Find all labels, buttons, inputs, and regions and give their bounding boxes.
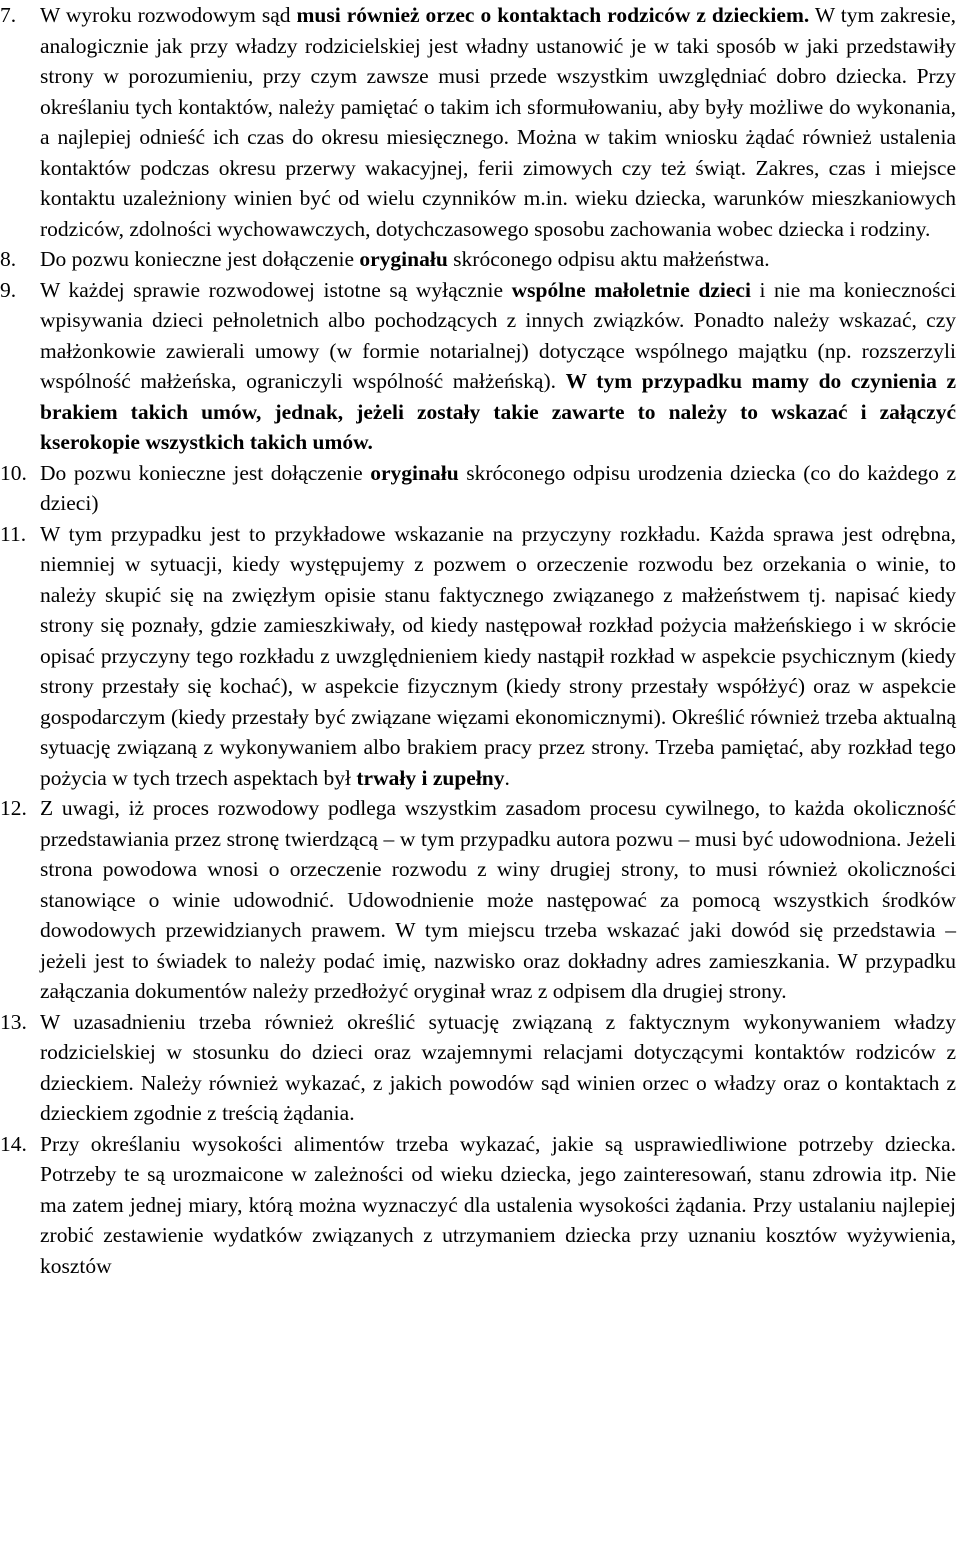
bold-text-segment: wspólne małoletnie dzieci [511, 277, 751, 302]
item-text [40, 519, 956, 794]
text-segment: W każdej sprawie rozwodowej istotne są wyłącznie [40, 277, 512, 302]
bold-text-segment: oryginału [359, 247, 448, 271]
item-number: 13. [0, 1009, 27, 1034]
item-number: 9. [0, 277, 17, 302]
text-segment: skróconego odpisu aktu małżeństwa. [447, 247, 770, 271]
bold-text-segment: trwały i zupełny [356, 765, 505, 790]
list-item-13 [0, 1007, 956, 1129]
list-item-9 [0, 275, 956, 458]
item-text [40, 275, 956, 458]
text-segment: Do pozwu konieczne jest dołączenie [40, 460, 371, 485]
item-number: 12. [0, 796, 27, 820]
text-segment: W wyroku rozwodowym sąd [40, 3, 297, 27]
bold-text-segment: oryginału [370, 460, 459, 485]
bold-text-segment: W tym przypadku mamy do czynienia z brakiem takich umów, jednak, jeżeli zostały takie zawarte to należy to wskazać i załączyć kserokopie wszystkich takich umów. [40, 369, 956, 454]
text-segment: Do pozwu konieczne jest dołączenie [40, 247, 360, 271]
item-text [40, 458, 956, 519]
text-segment: i nie ma konieczności wpisywania dzieci pełnoletnich albo pochodzących z innych związków. Ponadto należy wskazać, czy małżonkowie zawierali umowy (w formie notarialnej) dotyczące wspólnego majątku (np. rozszerzyli wspólność małżeńska, ograniczyli wspólność małżeńską). [40, 277, 956, 393]
item-number: 14. [0, 1131, 27, 1156]
item-number: 11. [0, 521, 27, 546]
list-item-10 [0, 458, 956, 519]
list-item-7 [0, 0, 956, 244]
text-segment: W tym przypadku jest to przykładowe wskazanie na przyczyny rozkładu. Każda sprawa jest odrębna, niemniej w sytuacji, kiedy występujemy z pozwem o orzeczenie rozwodu bez orzekania o winie, to należy skupić się na zwięzłym opisie stanu faktycznego związanego z małżeństwem tj. napisać kiedy strony się poznały, gdzie zamieszkiwały, od kiedy następował rozkład pożycia małżeńskiego i w skrócie opisać przyczyny tego rozkładu z uwzględnieniem kiedy nastąpił rozkład w aspekcie psychicznym (kiedy strony przestały się kochać), w aspekcie fizycznym (kiedy strony przestały współżyć) oraz w aspekcie gospodarczym (kiedy przestały być związane więzami ekonomicznymi). Określić również trzeba aktualną sytuację związaną z wykonywaniem albo brakiem pracy przez strony. Trzeba pamiętać, aby rozkład tego pożycia w tych trzech aspektach był [40, 521, 956, 790]
item-text: Z uwagi, iż proces rozwodowy podlega wszystkim zasadom procesu cywilnego, to każda okoliczność przedstawiania przez stronę twierdzącą – w tym przypadku autora pozwu – musi być udowodniona. Jeżeli strona powodowa wnosi o orzeczenie rozwodu z winy drugiej strony, to musi również okoliczności stanowiące o winie udowodnić. Udowodnienie może następować za pomocą wszystkich środków dowodowych przewidzianych prawem. W tym miejscu trzeba wskazać jaki dowód się przedstawia – jeżeli jest to świadek to należy podać imię, nazwisko oraz dokładny adres zamieszkania. W przypadku załączania dokumentów należy przedłożyć oryginał wraz z odpisem dla drugiej strony. [40, 796, 956, 1003]
text-segment: W tym zakresie, analogicznie jak przy władzy rodzicielskiej jest władny ustanowić je w taki sposób w jaki przedstawiły strony w porozumieniu, przy czym zawsze musi przede wszystkim uwzględniać dobro dziecka. Przy określaniu tych kontaktów, należy pamiętać o takim ich sformułowaniu, aby były możliwe do wykonania, a najlepiej odnieść ich czas do okresu miesięcznego. Można w takim wniosku żądać również ustalenia kontaktów podczas okresu przerwy wakacyjnej, ferii zimowych czy też świąt. Zakres, czas i miejsce kontaktu uzależniony winien być od wielu czynników m.in. wieku dziecka, warunków mieszkaniowych rodziców, zdolności wychowawczych, dotychczasowego sposobu zachowania wobec dziecka i rodziny. [40, 3, 956, 241]
item-text: W uzasadnieniu trzeba również określić sytuację związaną z faktycznym wykonywaniem władzy rodzicielskiej w stosunku do dzieci oraz wzajemnymi relacjami dotyczącymi kontaktów rodziców z dzieckiem. Należy również wykazać, z jakich powodów sąd winien orzec o władzy oraz o kontaktach z dzieckiem zgodnie z treścią żądania. [40, 1009, 956, 1125]
item-text [40, 0, 956, 244]
text-segment: . [504, 765, 510, 790]
item-text: Przy określaniu wysokości alimentów trzeba wykazać, jakie są usprawiedliwione potrzeby dziecka. Potrzeby te są urozmaicone w zależności od wieku dziecka, jego zainteresowań, stanu zdrowia itp. Nie ma zatem jednej miary, którą można wyznaczyć dla ustalenia wysokości żądania. Przy ustalaniu najlepiej zrobić zestawienie wydatków związanych z utrzymaniem dziecka przy uznaniu kosztów wyżywienia, kosztów [40, 1131, 956, 1278]
item-number: 8. [0, 247, 17, 271]
bold-text-segment: musi również orzec o kontaktach rodziców z dzieckiem. [296, 3, 810, 27]
list-item-12 [0, 793, 956, 1007]
text-segment: skróconego odpisu urodzenia dziecka (co do każdego z dzieci) [40, 460, 957, 515]
list-item-11 [0, 519, 956, 794]
item-number: 10. [0, 460, 27, 485]
list-item-8 [0, 244, 956, 275]
item-text [40, 244, 956, 275]
item-number: 7. [0, 3, 17, 27]
list-item-14 [0, 1129, 956, 1282]
